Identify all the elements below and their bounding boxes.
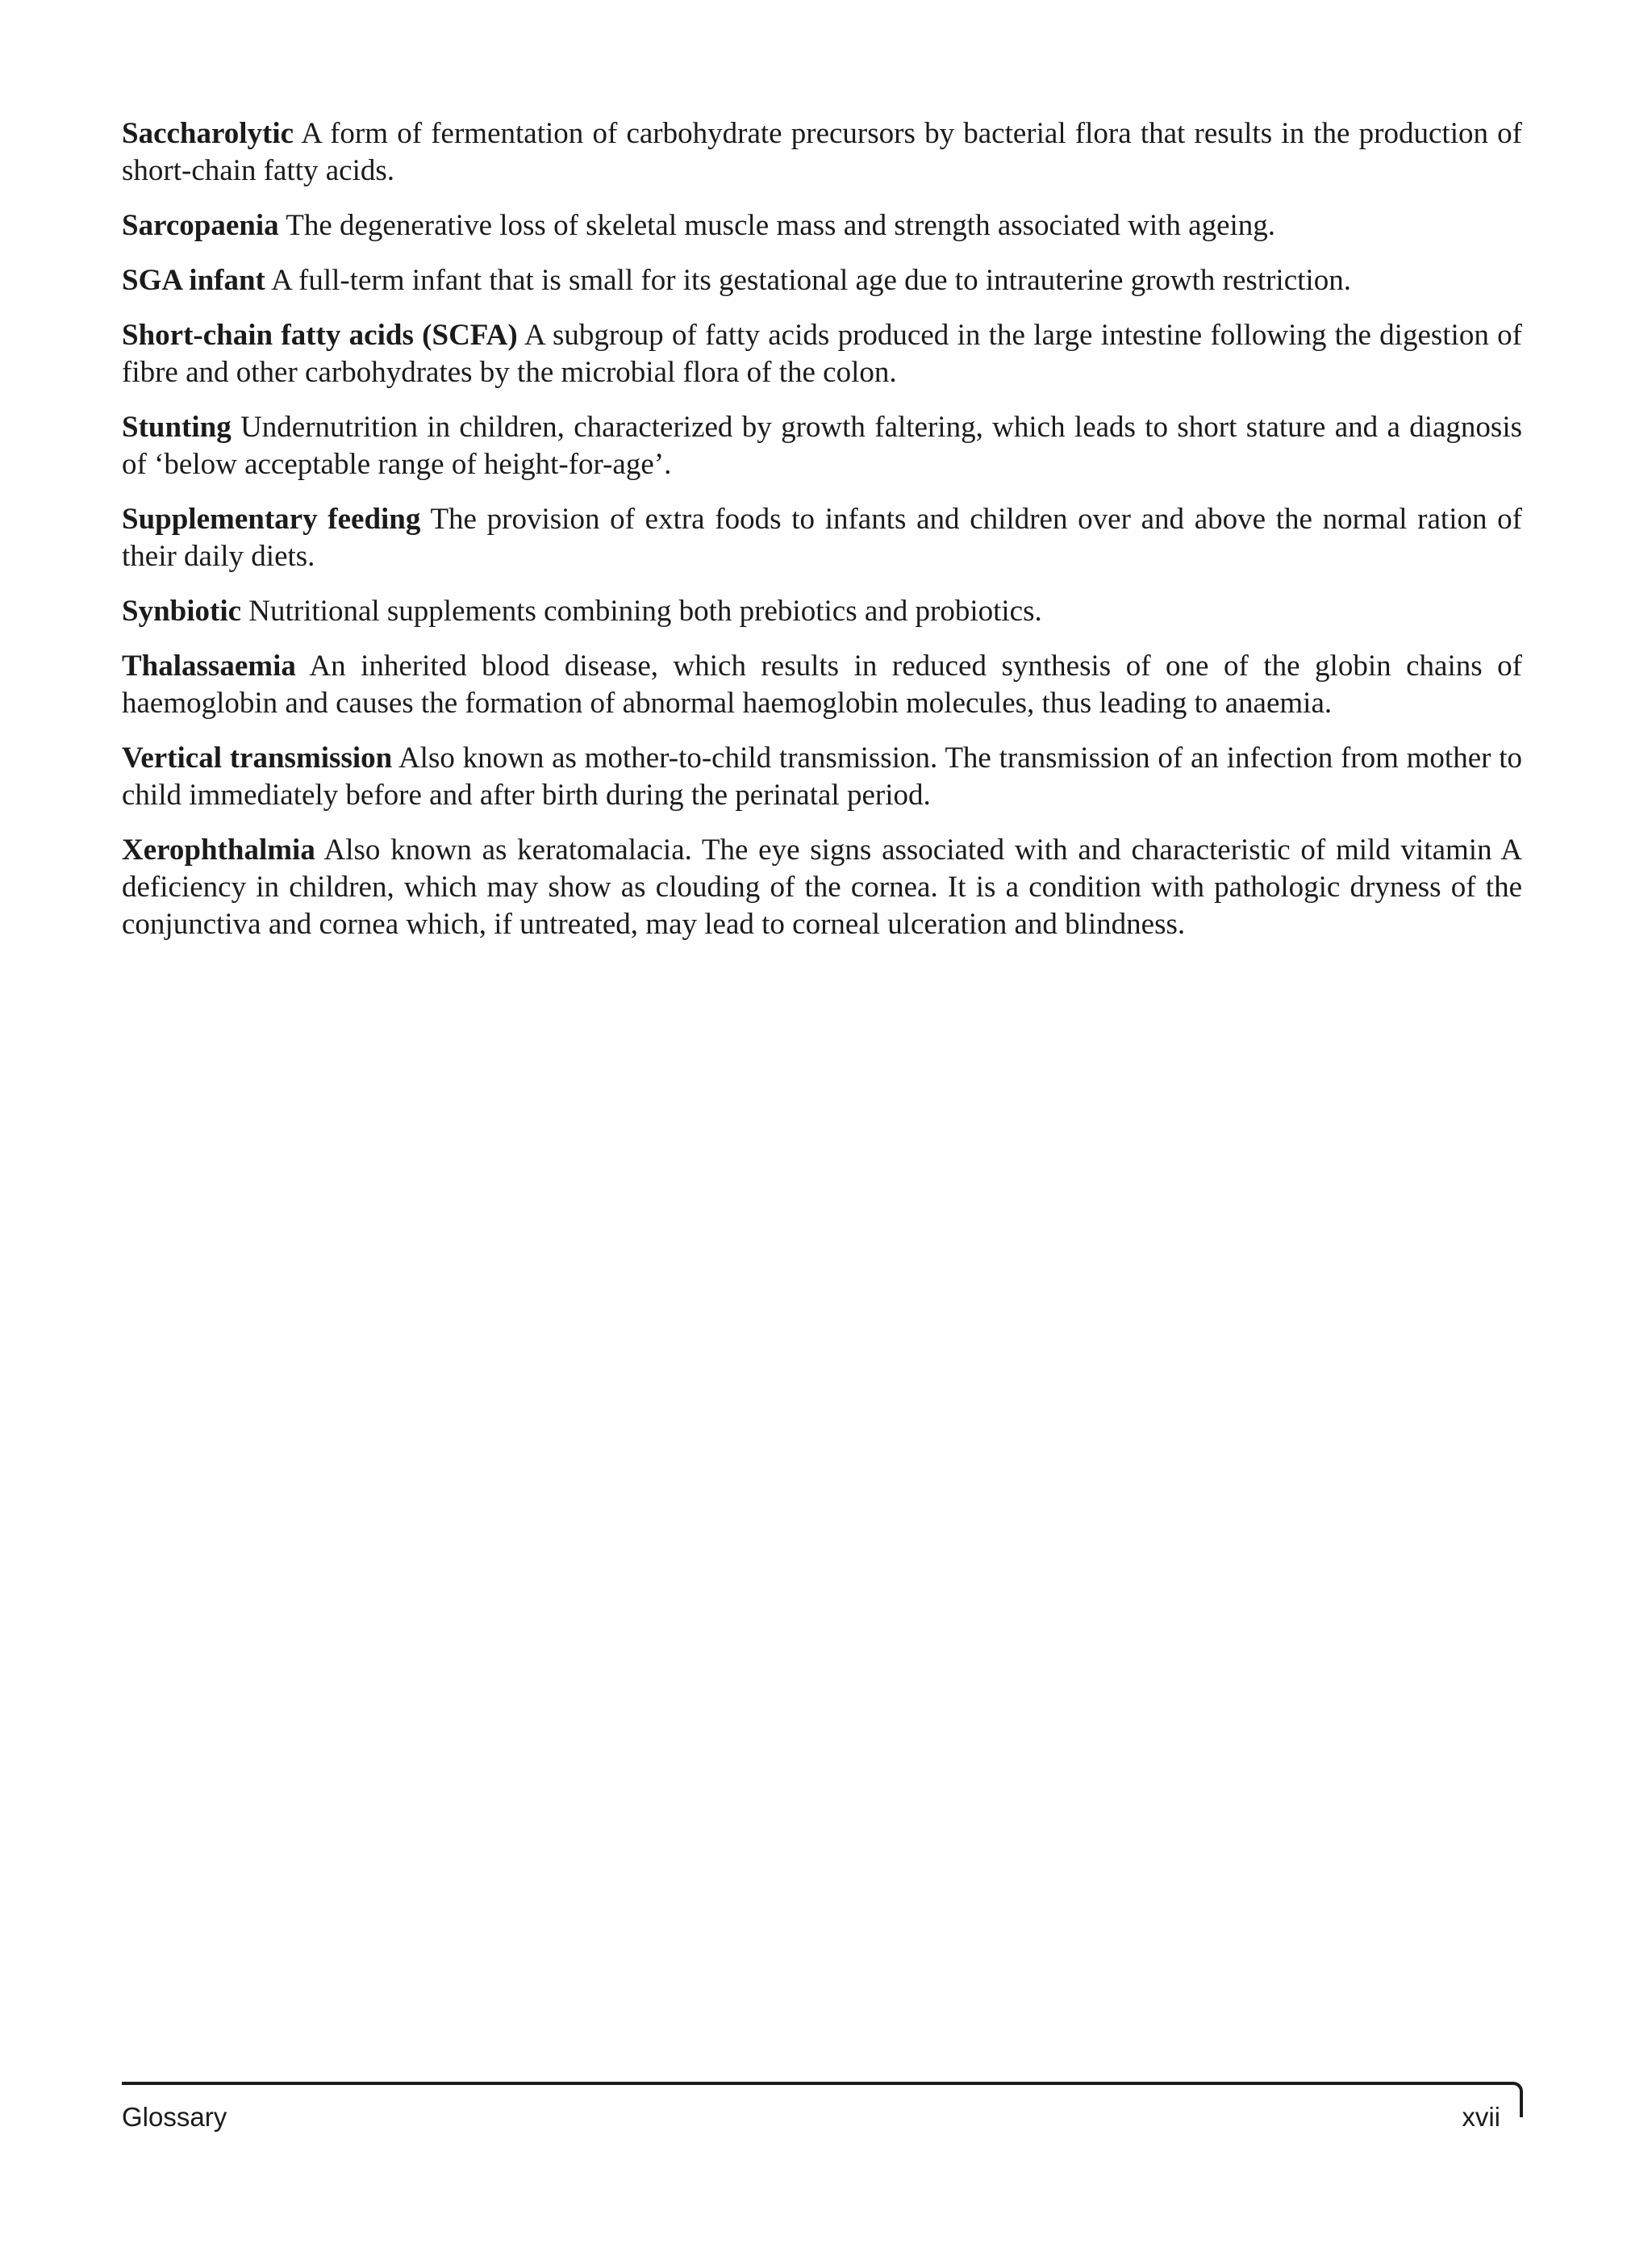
glossary-definition: Nutritional supplements combining both prebiotics and probiotics. — [248, 595, 1042, 628]
glossary-entries — [122, 115, 1522, 961]
footer-page-number: xvii — [1462, 2102, 1500, 2132]
glossary-term: Stunting — [122, 411, 232, 444]
glossary-term: Xerophthalmia — [122, 834, 315, 867]
glossary-entry-vertical-transmission — [122, 740, 1522, 814]
glossary-term: Sarcopaenia — [122, 209, 279, 242]
glossary-entry-short-chain-fatty-acids — [122, 317, 1522, 391]
glossary-term: Short-chain fatty acids (SCFA) — [122, 319, 518, 352]
glossary-term: SGA infant — [122, 264, 265, 297]
glossary-definition: A full-term infant that is small for its gestational age due to intrauterine growth restriction. — [271, 264, 1351, 297]
glossary-entry-saccharolytic — [122, 115, 1522, 190]
footer-section-label: Glossary — [122, 2102, 227, 2132]
glossary-definition: Undernutrition in children, characterized by growth faltering, which leads to short stature and a diagnosis of ‘below acceptable range of height-for-age’. — [122, 411, 1522, 481]
glossary-entry-stunting — [122, 409, 1522, 483]
glossary-definition: A subgroup of fatty acids produced in the large intestine following the digestion of fibre and other carbohydrates by the microbial flora of the colon. — [122, 319, 1522, 389]
glossary-term: Thalassaemia — [122, 650, 296, 683]
glossary-entry-thalassaemia — [122, 648, 1522, 722]
glossary-definition: Also known as keratomalacia. The eye signs associated with and characteristic of mild vitamin A deficiency in children, which may show as clouding of the cornea. It is a condition with pathologic dryness of the conjunctiva and cornea which, if untreated, may lead to corneal ulceration and blindness. — [122, 834, 1522, 941]
glossary-definition: An inherited blood disease, which results in reduced synthesis of one of the globin chains of haemoglobin and causes the formation of abnormal haemoglobin molecules, thus leading to anaemia. — [122, 650, 1522, 720]
glossary-term: Synbiotic — [122, 595, 242, 628]
glossary-entry-xerophthalmia — [122, 832, 1522, 943]
glossary-definition: Also known as mother-to-child transmission. The transmission of an infection from mother to child immediately before and after birth during the perinatal period. — [122, 742, 1522, 812]
glossary-definition: The degenerative loss of skeletal muscle mass and strength associated with ageing. — [286, 209, 1276, 242]
glossary-definition: The provision of extra foods to infants and children over and above the normal ration of their daily diets. — [122, 503, 1523, 573]
glossary-entry-sga-infant — [122, 262, 1522, 299]
glossary-term: Vertical transmission — [122, 742, 393, 775]
glossary-entry-synbiotic — [122, 593, 1522, 630]
glossary-definition: A form of fermentation of carbohydrate precursors by bacterial flora that results in the production of short-chain fatty acids. — [122, 117, 1522, 187]
glossary-term: Saccharolytic — [122, 117, 294, 150]
footer-rule — [122, 2082, 1523, 2117]
glossary-entry-sarcopaenia — [122, 207, 1522, 244]
glossary-entry-supplementary-feeding — [122, 501, 1522, 575]
glossary-term: Supplementary feeding — [122, 503, 421, 536]
